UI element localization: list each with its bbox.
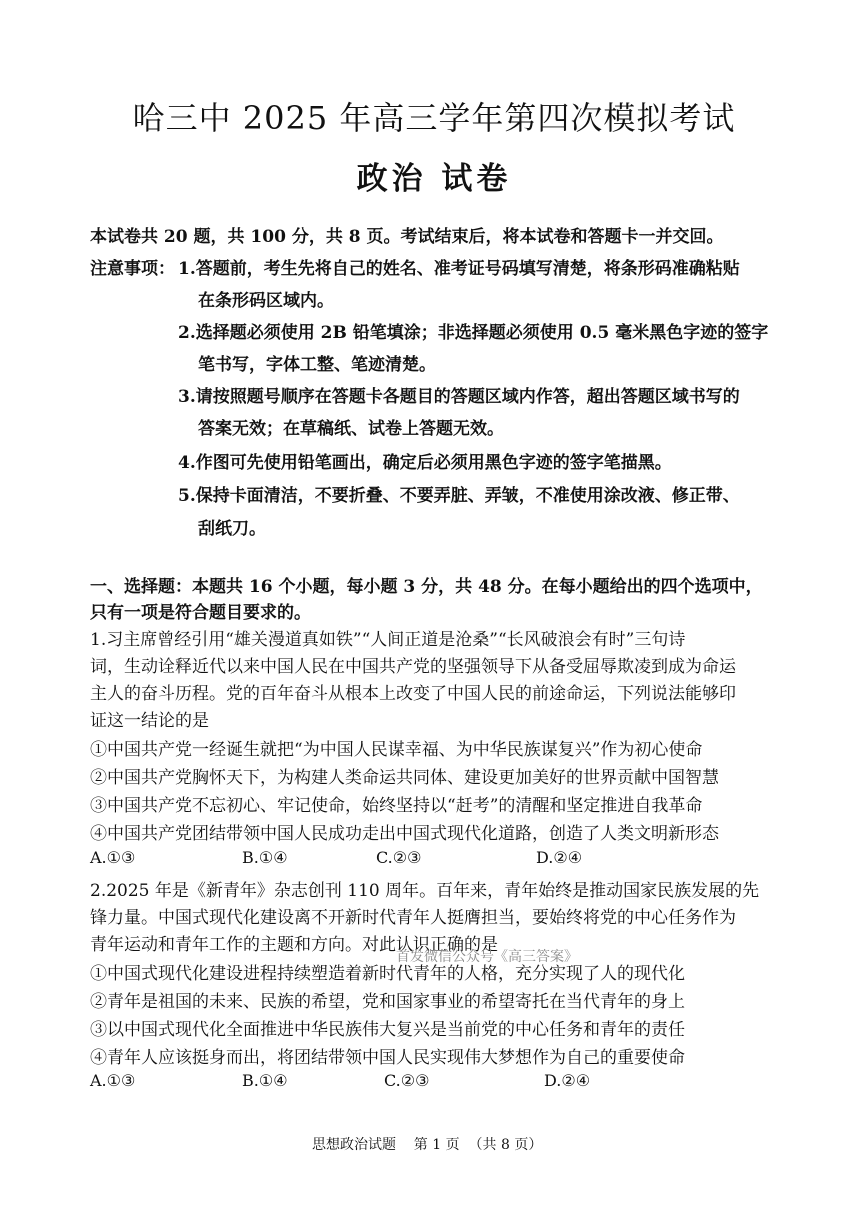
exam-title: 哈三中 2025 年高三学年第四次模拟考试 bbox=[132, 99, 736, 137]
q1-option-c: C.②③ bbox=[376, 848, 422, 867]
q1-item-1: ①中国共产党一经诞生就把“为中国人民谋幸福、为中华民族谋复兴”作为初心使命 bbox=[90, 740, 703, 760]
q2-item-2: ②青年是祖国的未来、民族的希望，党和国家事业的希望寄托在当代青年的身上 bbox=[90, 992, 685, 1012]
note-1-line-2: 在条形码区域内。 bbox=[198, 291, 334, 311]
note-3-line-2: 答案无效；在草稿纸、试卷上答题无效。 bbox=[198, 419, 504, 439]
q2-item-3: ③以中国式现代化全面推进中华民族伟大复兴是当前党的中心任务和青年的责任 bbox=[90, 1020, 685, 1040]
q1-item-4: ④中国共产党团结带领中国人民成功走出中国式现代化道路，创造了人类文明新形态 bbox=[90, 824, 719, 844]
q1-stem-line-1: 1.习主席曾经引用“雄关漫道真如铁”“人间正道是沧桑”“长风破浪会有时”三句诗 bbox=[90, 630, 686, 650]
q2-option-a: A.①③ bbox=[90, 1071, 136, 1090]
q2-option-b: B.①④ bbox=[242, 1071, 288, 1090]
q2-stem-line-3: 青年运动和青年工作的主题和方向。对此认识正确的是 bbox=[90, 935, 498, 955]
note-2-line-1: 2.选择题必须使用 2B 铅笔填涂；非选择题必须使用 0.5 毫米黑色字迹的签字 bbox=[178, 323, 769, 343]
exam-intro: 本试卷共 20 题，共 100 分，共 8 页。考试结束后，将本试卷和答题卡一并交回。 bbox=[90, 227, 724, 247]
q2-stem-line-1: 2.2025 年是《新青年》杂志创刊 110 周年。百年来，青年始终是推动国家民族发展的先 bbox=[90, 881, 760, 901]
section-heading-line-1: 一、选择题：本题共 16 个小题，每小题 3 分，共 48 分。在每小题给出的四个选项中， bbox=[90, 577, 763, 597]
section-heading-line-2: 只有一项是符合题目要求的。 bbox=[90, 603, 311, 623]
q1-stem-line-2: 词，生动诠释近代以来中国人民在中国共产党的坚强领导下从备受屈辱欺凌到成为命运 bbox=[90, 657, 736, 677]
q1-item-2: ②中国共产党胸怀天下，为构建人类命运共同体、建设更加美好的世界贡献中国智慧 bbox=[90, 768, 719, 788]
note-5-line-1: 5.保持卡面清洁，不要折叠、不要弄脏、弄皱，不准使用涂改液、修正带、 bbox=[178, 486, 740, 506]
q1-item-3: ③中国共产党不忘初心、牢记使命，始终坚持以“赶考”的清醒和坚定推进自我革命 bbox=[90, 796, 703, 816]
q2-item-1: ①中国式现代化建设进程持续塑造着新时代青年的人格，充分实现了人的现代化 bbox=[90, 964, 685, 984]
q1-stem-line-3: 主人的奋斗历程。党的百年奋斗从根本上改变了中国人民的前途命运，下列说法能够印 bbox=[90, 684, 736, 704]
q1-option-d: D.②④ bbox=[536, 848, 583, 867]
q1-stem-line-4: 证这一结论的是 bbox=[90, 711, 209, 731]
q2-option-d: D.②④ bbox=[544, 1071, 591, 1090]
q1-option-a: A.①③ bbox=[90, 848, 136, 867]
page-footer: 思想政治试题 第 1 页 （共 8 页） bbox=[312, 1137, 543, 1153]
exam-subtitle: 政治 试卷 bbox=[356, 161, 512, 197]
notes-label: 注意事项： bbox=[90, 259, 175, 279]
q2-stem-line-2: 锋力量。中国式现代化建设离不开新时代青年人挺膺担当，要始终将党的中心任务作为 bbox=[90, 908, 736, 928]
watermark-text: 首发微信公众号《高三答案》 bbox=[396, 949, 578, 965]
q1-option-b: B.①④ bbox=[242, 848, 288, 867]
note-3-line-1: 3.请按照题号顺序在答题卡各题目的答题区域内作答，超出答题区域书写的 bbox=[178, 387, 740, 407]
note-2-line-2: 笔书写，字体工整、笔迹清楚。 bbox=[198, 355, 436, 375]
note-1-line-1: 1.答题前，考生先将自己的姓名、准考证号码填写清楚，将条形码准确粘贴 bbox=[178, 259, 740, 279]
q2-item-4: ④青年人应该挺身而出，将团结带领中国人民实现伟大梦想作为自己的重要使命 bbox=[90, 1048, 685, 1068]
q2-option-c: C.②③ bbox=[384, 1071, 430, 1090]
note-4-line-1: 4.作图可先使用铅笔画出，确定后必须用黑色字迹的签字笔描黑。 bbox=[178, 453, 672, 473]
note-5-line-2: 刮纸刀。 bbox=[198, 519, 266, 539]
